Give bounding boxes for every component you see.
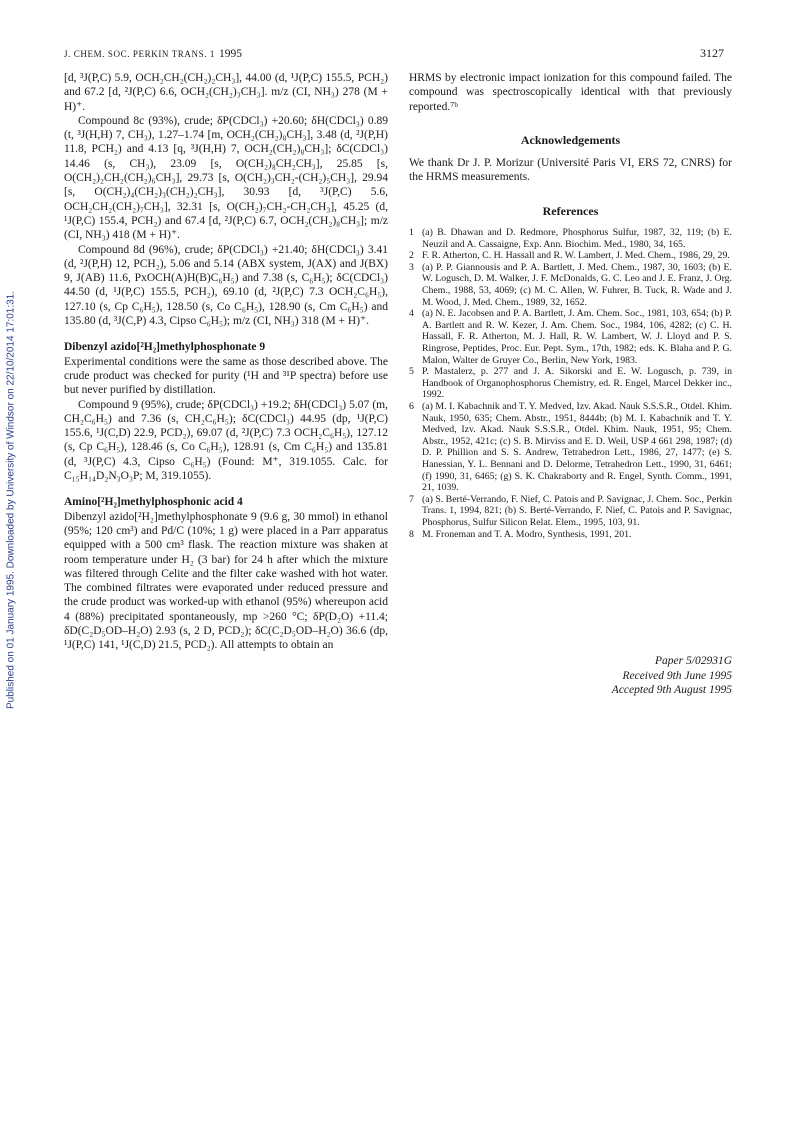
reference-item [409,366,732,401]
received-date: Received 9th June 1995 [622,669,732,682]
reference-text: P. Mastalerz, p. 277 and J. A. Sikorski and E. W. Logusch, p. 739, in Handbook of Organophosphorus Chemistry, ed. R. Engel, Marcel Dekker inc., 1992. [422,366,732,401]
reference-item [409,308,732,366]
download-watermark-text[interactable]: Published on 01 January 1995. Downloaded by University of Windsor on 22/10/2014 17:01:31. [5,290,17,710]
reference-number: 3 [409,261,414,273]
paragraph: Experimental conditions were the same as those described above. The crude product was checked for purity (¹H and ³¹P spectra) before use but never purified by distillation. [64,355,388,397]
paragraph: HRMS by electronic impact ionization for this compound failed. The compound was spectroscopically identical with that previously reported.⁷ᵇ [409,72,732,113]
reference-text: (a) M. I. Kabachnik and T. Y. Medved, Izv. Akad. Nauk S.S.S.R., Otdel. Khim. Nauk, 1950, 635; Chem. Abstr., 1951, 8444b; (b) M. I. Kabachnik and T. Y. Medved, Izv. Akad. Nauk S.S.S.R., Otdel. Khim. Nauk, 1951, 95; Chem. Abstr., 1952, 421c; (c) S. B. Mirviss and E. D. Weil, USP 4 661 298, 1987; (d) D. P. Phillion and S. S. Andrew, Tetrahedron Lett., 1986, 27, 1477; (e) S. Hanessian, Y. L. Bennani and D. Delorme, Tetrahedron Lett., 1990, 31, 6461; (f) 1990, 31, 6465; (g) S. K. Chakraborty and R. Engel, Synth. Comm., 1991, 21, 1039. [422,400,732,494]
reference-number: 4 [409,308,414,320]
reference-item [409,401,732,494]
section-heading: Dibenzyl azido[²H₂]methylphosphonate 9 [64,341,266,354]
paragraph: Dibenzyl azido[²H₂]methylphosphonate 9 (9.6 g, 30 mmol) in ethanol (95%; 120 cm³) and Pd/C (10%; 1 g) were placed in a Parr apparatus equipped with a 500 cm³ flask. The reaction mixture was shaken at room temperature under H₂ (3 bar) for 24 h after which the mixture was filtered through Celite and the filter cake washed with hot water. The combined filtrates were evaporated under reduced pressure and the crude product was worked-up with ethanol (95%) whereupon acid 4 (88%) precipitated spontaneously, mp >260 °C; δP(D₂O) +11.4; δD(C₂D₅OD–H₂O) 2.93 (s, 2 D, PCD₂); δC(C₂D₅OD–H₂O) 36.6 (dp, ¹J(P,C) 141, ¹J(C,D) 21.5, PCD₂). All attempts to obtain an [64,510,388,652]
left-column [64,71,388,653]
reference-item [409,250,732,262]
reference-item [409,227,732,250]
reference-number: 5 [409,366,414,378]
right-column [409,71,732,540]
reference-number: 8 [409,528,414,540]
reference-text: (a) B. Dhawan and D. Redmore, Phosphorus Sulfur, 1987, 32, 119; (b) E. Neuzil and A. Cassaigne, Exp. Ann. Biochim. Med., 1980, 34, 165. [422,227,732,250]
reference-text: M. Froneman and T. A. Modro, Synthesis, 1991, 201. [422,528,632,540]
paragraph: Compound 9 (95%), crude; δP(CDCl₃) +19.2; δH(CDCl₃) 5.07 (m, CH₂C₆H₅) and 7.36 (s, CH₂C₆H₅); δC(CDCl₃) 44.95 (dp, ¹J(P,C) 155.6, ¹J(C,D) 22.9, PCD₂), 69.07 (d, ²J(P,C) 7.3 OCH₂C₆H₅), 127.12 (s, Cp C₆H₅), 128.46 (s, Co C₆H₅), 128.91 (s, Cm C₆H₅) and 135.81 (d, ³J(P,C) 4.3, Cipso C₆H₅) (Found: M⁺, 319.1055. Calc. for C₁₅H₁₄D₂N₃O₃P; M, 319.1055). [64,398,388,483]
reference-text: (a) S. Berté-Verrando, F. Nief, C. Patois and P. Savignac, J. Chem. Soc., Perkin Trans. 1, 1994, 821; (b) S. Berté-Verrando, F. Nief, C. Patois and P. Savignac, Phosphorus, Sulfur Silicon Relat. Elem., 1995, 103, 91. [422,493,732,528]
reference-number: 1 [409,227,414,239]
reference-list [409,227,732,540]
reference-number: 7 [409,493,414,505]
paragraph: Compound 8c (93%), crude; δP(CDCl₃) +20.60; δH(CDCl₃) 0.89 (t, ³J(H,H) 7, CH₃), 1.27–1.74 [m, OCH₂(CH₂)₈CH₃], 3.48 (d, ²J(P,H) 11.8, PCH₂) and 4.13 [q, ³J(H,H) 7, OCH₂(CH₂)₈CH₃]; δC(CDCl₃) 14.46 (s, CH₃), 23.09 [s, O(CH₂)₈CH₂CH₃], 25.85 [s, O(CH₂)₂CH₂(CH₂)₆CH₃], 29.73 [s, O(CH₂)₃CH₂-(CH₂)₅CH₃], 29.94 [s, O(CH₂)₄(CH₂)₃(CH₂)₂CH₃], 30.93 [d, ³J(P,C) 5.6, OCH₂CH₂(CH₂)₇CH₃], 32.31 [s, O(CH₂)₇CH₂-CH₂CH₃], 45.25 (d, ¹J(P,C) 155.4, PCH₂) and 67.4 [d, ²J(P,C) 6.7, OCH₂(CH₂)₈CH₃]; m/z (CI, NH₃) 418 (M + H)⁺. [64,114,388,242]
paper-info [612,654,732,698]
reference-text: (a) P. P. Giannousis and P. A. Bartlett, J. Med. Chem., 1987, 30, 1603; (b) E. W. Logusch, D. M. Walker, J. F. McDonalds, G. C. Leo and J. E. Franz, J. Org. Chem., 1988, 53, 4069; (c) M. C. Allen, W. Fuhrer, B. Tuck, R. Wade and J. M. Wood, J. Med. Chem., 1989, 32, 1652. [422,261,732,308]
reference-number: 6 [409,400,414,412]
reference-item [409,494,732,529]
reference-item [409,529,732,541]
reference-number: 2 [409,250,414,262]
download-watermark[interactable] [4,230,18,770]
reference-text: (a) N. E. Jacobsen and P. A. Bartlett, J. Am. Chem. Soc., 1981, 103, 654; (b) P. A. Bartlett and R. W. Kezer, J. Am. Chem. Soc., 1984, 106, 4282; (c) C. H. Hassall, F. R. Atherton, M. J. Hall, R. W. Lambert, W. J. Lloyd and P. S. Ringrose, Peptides, Proc. Eur. Pept. Sym., 17th, 1982; eds. K. Blaha and P. G. Malon, Walter de Gruyer Co., Berlin, New York, 1983. [422,308,732,366]
references-heading: References [542,203,599,218]
acknowledgements-text: We thank Dr J. P. Morizur (Université Paris VI, ERS 72, CNRS) for the HRMS measurements. [409,157,732,184]
page-number: 3127 [700,46,724,60]
acknowledgements-heading: Acknowledgements [520,132,621,147]
reference-text: F. R. Atherton, C. H. Hassall and R. W. Lambert, J. Med. Chem., 1986, 29, 29. [422,250,730,262]
journal-name: J. CHEM. SOC. PERKIN TRANS. 1 [64,49,216,59]
running-header-left [64,48,242,60]
section-heading: Amino[²H₂]methylphosphonic acid 4 [64,496,243,509]
journal-year: 1995 [219,48,243,60]
accepted-date: Accepted 9th August 1995 [611,684,732,696]
paper-id: Paper 5/02931G [655,655,732,667]
paragraph: [d, ³J(P,C) 5.9, OCH₂CH₂(CH₂)₂CH₃], 44.00 (d, ¹J(P,C) 155.5, PCH₂) and 67.2 [d, ²J(P,C) 6.6, OCH₂(CH₂)₃CH₃]. m/z (CI, NH₃) 278 (M + H)⁺. [64,72,388,113]
paragraph: Compound 8d (96%), crude; δP(CDCl₃) +21.40; δH(CDCl₃) 3.41 (d, ²J(P,H) 12, PCH₂), 5.06 and 5.14 (ABX system, J(AX) and J(BX) 9, J(AB) 11.6, PxOCH(A)H(B)C₆H₅) and 7.38 (s, C₆H₅); δC(CDCl₃) 44.50 (d, ¹J(P,C) 155.5, PCH₂), 69.10 (d, ²J(P,C) 7.3 OCH₂C₆H₅), 127.10 (s, Cp C₆H₅), 128.50 (s, Co C₆H₅), 128.90 (s, Cm C₆H₅) and 135.80 (d, ³J(C,P) 4.3, Cipso C₆H₅); m/z (CI, NH₃) 318 (M + H)⁺. [64,243,388,328]
reference-item [409,262,732,308]
